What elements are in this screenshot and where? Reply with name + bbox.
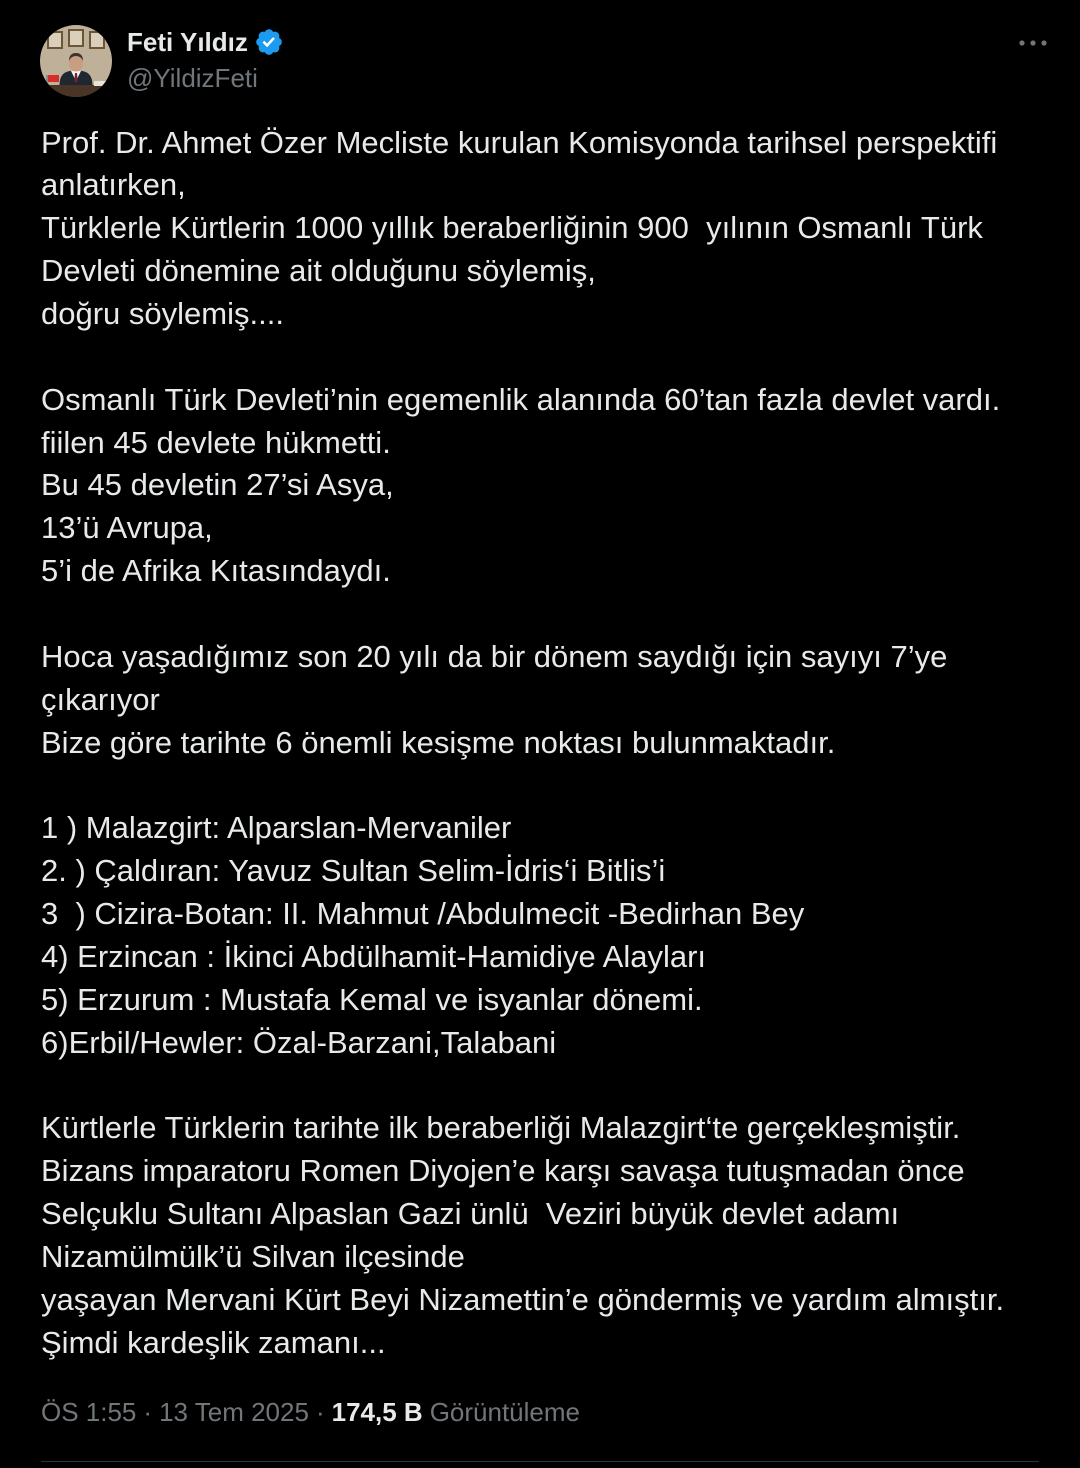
- tweet-text: [41, 122, 1041, 1365]
- tweet-paragraph: [41, 636, 1041, 765]
- tweet-text-line: yaşayan Mervani Kürt Beyi Nizamettin’e göndermiş ve yardım almıştır.: [41, 1281, 1005, 1317]
- tweet-text-line: Selçuklu Sultanı Alpaslan Gazi ünlü Veziri büyük devlet adamı: [41, 1196, 900, 1232]
- tweet-text-line: doğru söylemiş....: [41, 296, 284, 332]
- tweet-paragraph: [41, 807, 1041, 1064]
- tweet-text-line: 6)Erbil/Hewler: Özal-Barzani,Talabani: [41, 1024, 557, 1060]
- tweet-text-line: 5) Erzurum : Mustafa Kemal ve isyanlar dönemi.: [41, 981, 703, 1017]
- tweet-text-line: Kürtlerle Türklerin tarihte ilk beraberliği Malazgirt‘te gerçekleşmiştir.: [41, 1110, 961, 1146]
- tweet-text-line: 4) Erzincan : İkinci Abdülhamit-Hamidiye Alayları: [41, 938, 707, 974]
- tweet-paragraph: [41, 379, 1041, 593]
- avatar[interactable]: [40, 25, 112, 97]
- tweet-text-line: Bizans imparatoru Romen Diyojen’e karşı savaşa tutuşmadan önce: [41, 1153, 965, 1189]
- author-handle[interactable]: @YildizFeti: [127, 63, 258, 93]
- tweet-text-line: anlatırken,: [41, 167, 186, 203]
- tweet-paragraph: [41, 1107, 1041, 1364]
- tweet-text-line: Devleti dönemine ait olduğunu söylemiş,: [41, 253, 596, 289]
- views-label: Görüntüleme: [429, 1397, 580, 1427]
- tweet-text-line: Türklerle Kürtlerin 1000 yıllık beraberliğinin 900 yılının Osmanlı Türk: [41, 210, 983, 246]
- tweet-text-line: Nizamülmülk’ü Silvan ilçesinde: [41, 1238, 465, 1274]
- tweet-text-line: 2. ) Çaldıran: Yavuz Sultan Selim-İdris‘i Bitlis’i: [41, 853, 666, 889]
- tweet-text-line: Bize göre tarihte 6 önemli kesişme noktası bulunmaktadır.: [41, 724, 836, 760]
- author-name-row: [127, 26, 284, 58]
- tweet-text-line: fiilen 45 devlete hükmetti.: [41, 424, 391, 460]
- views-count: 174,5 B: [331, 1397, 423, 1427]
- more-options-icon[interactable]: [1014, 31, 1054, 55]
- tweet-text-line: 13’ü Avrupa,: [41, 510, 213, 546]
- tweet-text-line: Osmanlı Türk Devleti’nin egemenlik alanında 60’tan fazla devlet vardı.: [41, 381, 1001, 417]
- tweet-text-line: Bu 45 devletin 27’si Asya,: [41, 467, 394, 503]
- verified-badge-icon[interactable]: [254, 27, 284, 57]
- meta-separator: ·: [315, 1397, 325, 1427]
- tweet-date[interactable]: 13 Tem 2025: [159, 1397, 309, 1427]
- tweet-text-line: 1 ) Malazgirt: Alparslan-Mervaniler: [41, 810, 512, 846]
- tweet-text-line: Prof. Dr. Ahmet Özer Mecliste kurulan Komisyonda tarihsel perspektifi: [41, 124, 998, 160]
- tweet-text-line: Şimdi kardeşlik zamanı...: [41, 1324, 386, 1360]
- tweet-text-line: 3 ) Cizira-Botan: II. Mahmut /Abdulmecit -Bedirhan Bey: [41, 896, 805, 932]
- tweet-text-line: Hoca yaşadığımız son 20 yılı da bir dönem saydığı için sayıyı 7’ye: [41, 638, 948, 674]
- meta-separator: ·: [143, 1397, 153, 1427]
- tweet-text-line: 5’i de Afrika Kıtasındaydı.: [41, 553, 391, 589]
- author-name[interactable]: Feti Yıldız: [127, 27, 248, 57]
- tweet-text-line: çıkarıyor: [41, 681, 160, 717]
- divider: [41, 1461, 1039, 1462]
- avatar-photo: [40, 25, 112, 97]
- tweet-meta: [41, 1396, 580, 1428]
- tweet-paragraph: [41, 122, 1041, 336]
- tweet-time[interactable]: ÖS 1:55: [41, 1397, 137, 1427]
